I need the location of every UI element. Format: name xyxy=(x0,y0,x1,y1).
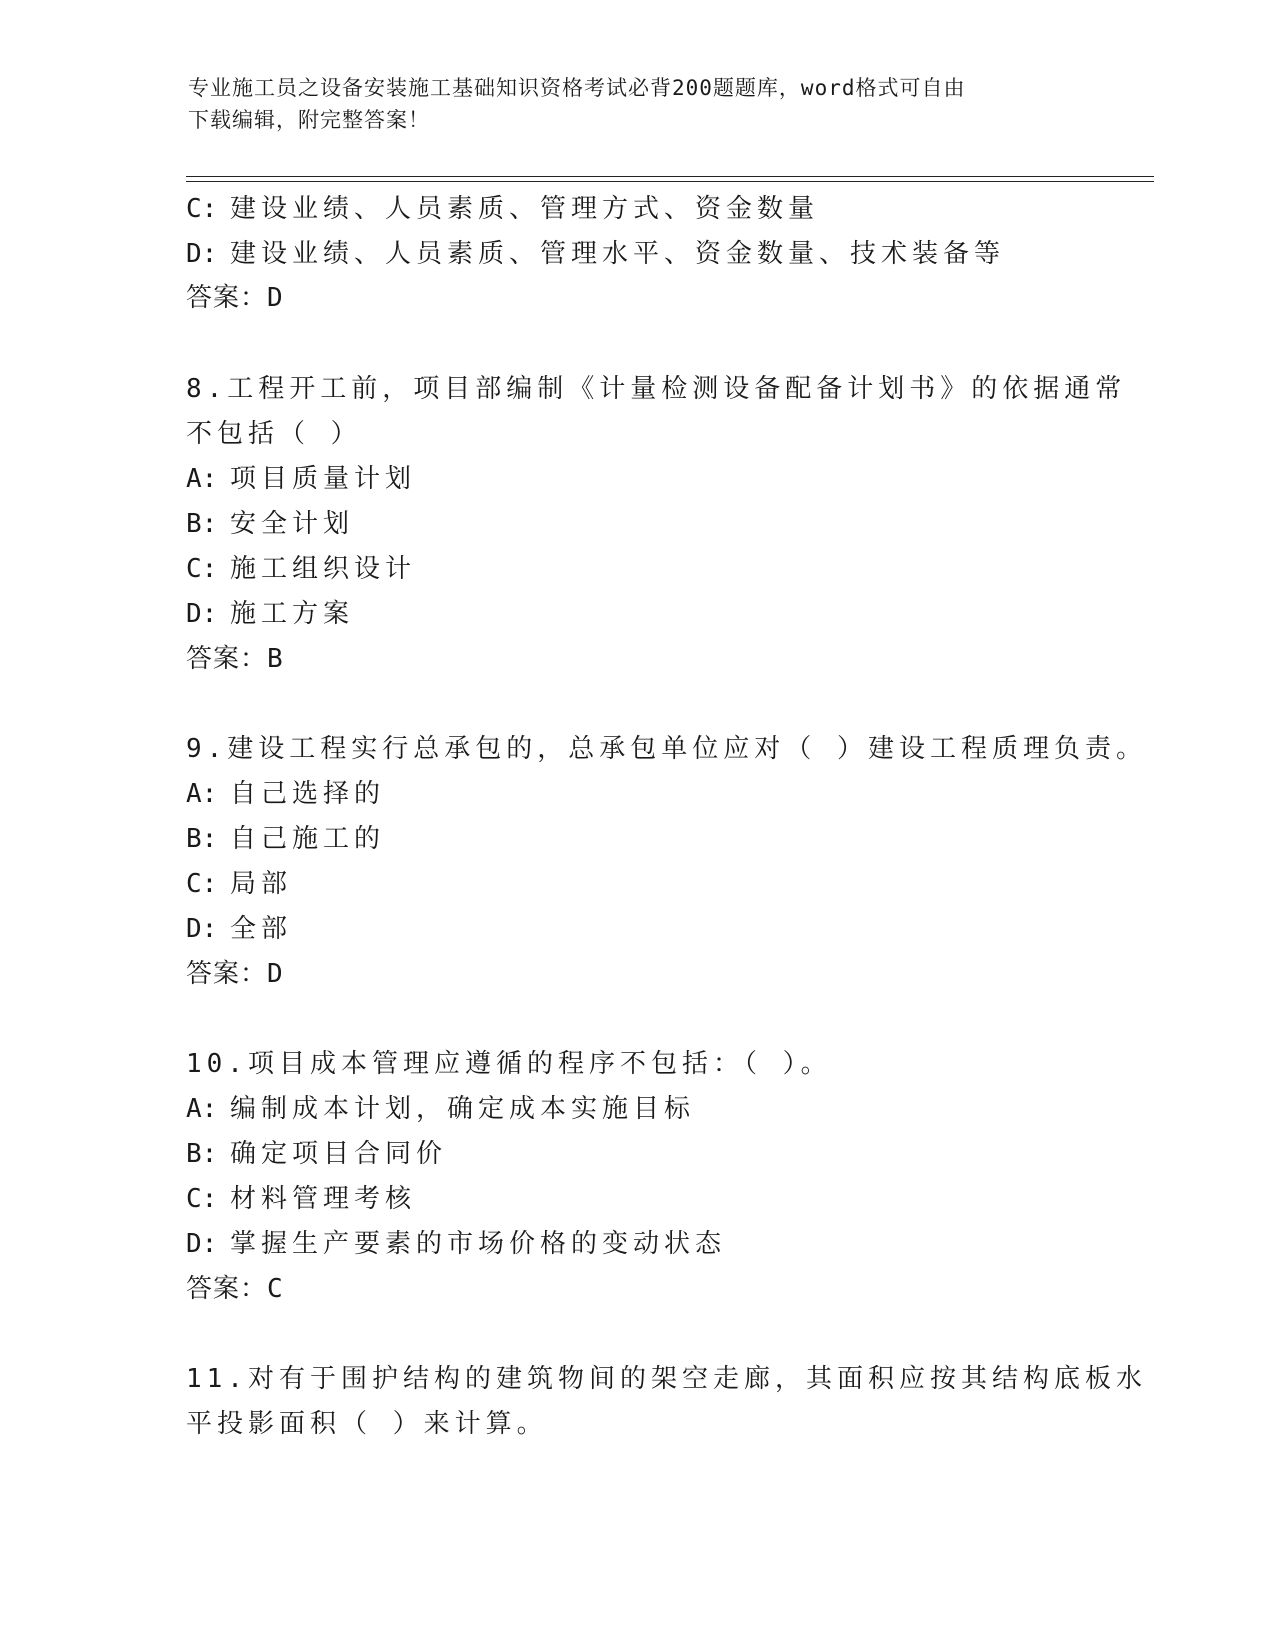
option-text: 自己施工的 xyxy=(230,824,386,854)
q8-option-a xyxy=(186,462,416,496)
q10-option-b xyxy=(186,1137,447,1171)
option-text: 局部 xyxy=(230,869,293,899)
option-tag: C: xyxy=(186,554,218,584)
option-text: 确定项目合同价 xyxy=(230,1139,448,1169)
option-text: 编制成本计划，确定成本实施目标 xyxy=(230,1094,696,1124)
q8-answer: 答案：B xyxy=(186,644,284,674)
q8-option-d xyxy=(186,597,354,631)
option-tag: C: xyxy=(186,1184,218,1214)
option-text: 全部 xyxy=(230,914,293,944)
option-tag: B: xyxy=(186,824,218,854)
option-text: 项目质量计划 xyxy=(230,464,417,494)
option-tag: C: xyxy=(186,869,218,899)
option-tag: D: xyxy=(186,1229,218,1259)
q7-answer: 答案：D xyxy=(186,283,284,313)
option-tag: D: xyxy=(186,239,218,269)
option-tag: D: xyxy=(186,599,218,629)
option-text: 施工方案 xyxy=(230,599,355,629)
q9-option-c xyxy=(186,867,292,901)
q8-option-b xyxy=(186,507,354,541)
option-text: 掌握生产要素的市场价格的变动状态 xyxy=(230,1229,727,1259)
option-text: 材料管理考核 xyxy=(230,1184,417,1214)
option-text: 施工组织设计 xyxy=(230,554,417,584)
q9-answer: 答案：D xyxy=(186,959,284,989)
option-tag: D: xyxy=(186,914,218,944)
header-line-1: 专业施工员之设备安装施工基础知识资格考试必背200题题库，word格式可自由 xyxy=(188,76,966,100)
q9-option-a xyxy=(186,777,385,811)
q8-option-c xyxy=(186,552,416,586)
option-tag: C: xyxy=(186,194,218,224)
option-tag: B: xyxy=(186,509,218,539)
q10-answer: 答案：C xyxy=(186,1274,284,1304)
document-header xyxy=(188,72,1068,136)
option-text: 自己选择的 xyxy=(230,779,386,809)
q10-option-d xyxy=(186,1227,726,1261)
header-line-2: 下载编辑，附完整答案！ xyxy=(188,108,430,132)
option-text: 建设业绩、人员素质、管理方式、资金数量 xyxy=(230,194,820,224)
option-text: 建设业绩、人员素质、管理水平、资金数量、技术装备等 xyxy=(230,239,1006,269)
q7-option-c xyxy=(186,192,819,226)
q9-stem-line-1: 9.建设工程实行总承包的，总承包单位应对（ ）建设工程质理负责。 xyxy=(186,734,1147,764)
header-divider-bottom xyxy=(186,181,1154,182)
option-text: 安全计划 xyxy=(230,509,355,539)
q9-option-d xyxy=(186,912,292,946)
option-tag: B: xyxy=(186,1139,218,1169)
option-tag: A: xyxy=(186,464,218,494)
q8-stem-line-1: 8.工程开工前，项目部编制《计量检测设备配备计划书》的依据通常 xyxy=(186,374,1127,404)
q11-stem-line-2: 平投影面积（ ）来计算。 xyxy=(186,1409,548,1439)
option-tag: A: xyxy=(186,779,218,809)
q9-option-b xyxy=(186,822,385,856)
q8-stem-line-2: 不包括（ ） xyxy=(186,419,362,449)
q10-stem-line-1: 10.项目成本管理应遵循的程序不包括：（ ）。 xyxy=(186,1049,832,1079)
q10-option-c xyxy=(186,1182,416,1216)
header-divider-top xyxy=(186,176,1154,177)
q7-option-d xyxy=(186,237,1005,271)
q10-option-a xyxy=(186,1092,695,1126)
option-tag: A: xyxy=(186,1094,218,1124)
q11-stem-line-1: 11.对有于围护结构的建筑物间的架空走廊，其面积应按其结构底板水 xyxy=(186,1364,1147,1394)
